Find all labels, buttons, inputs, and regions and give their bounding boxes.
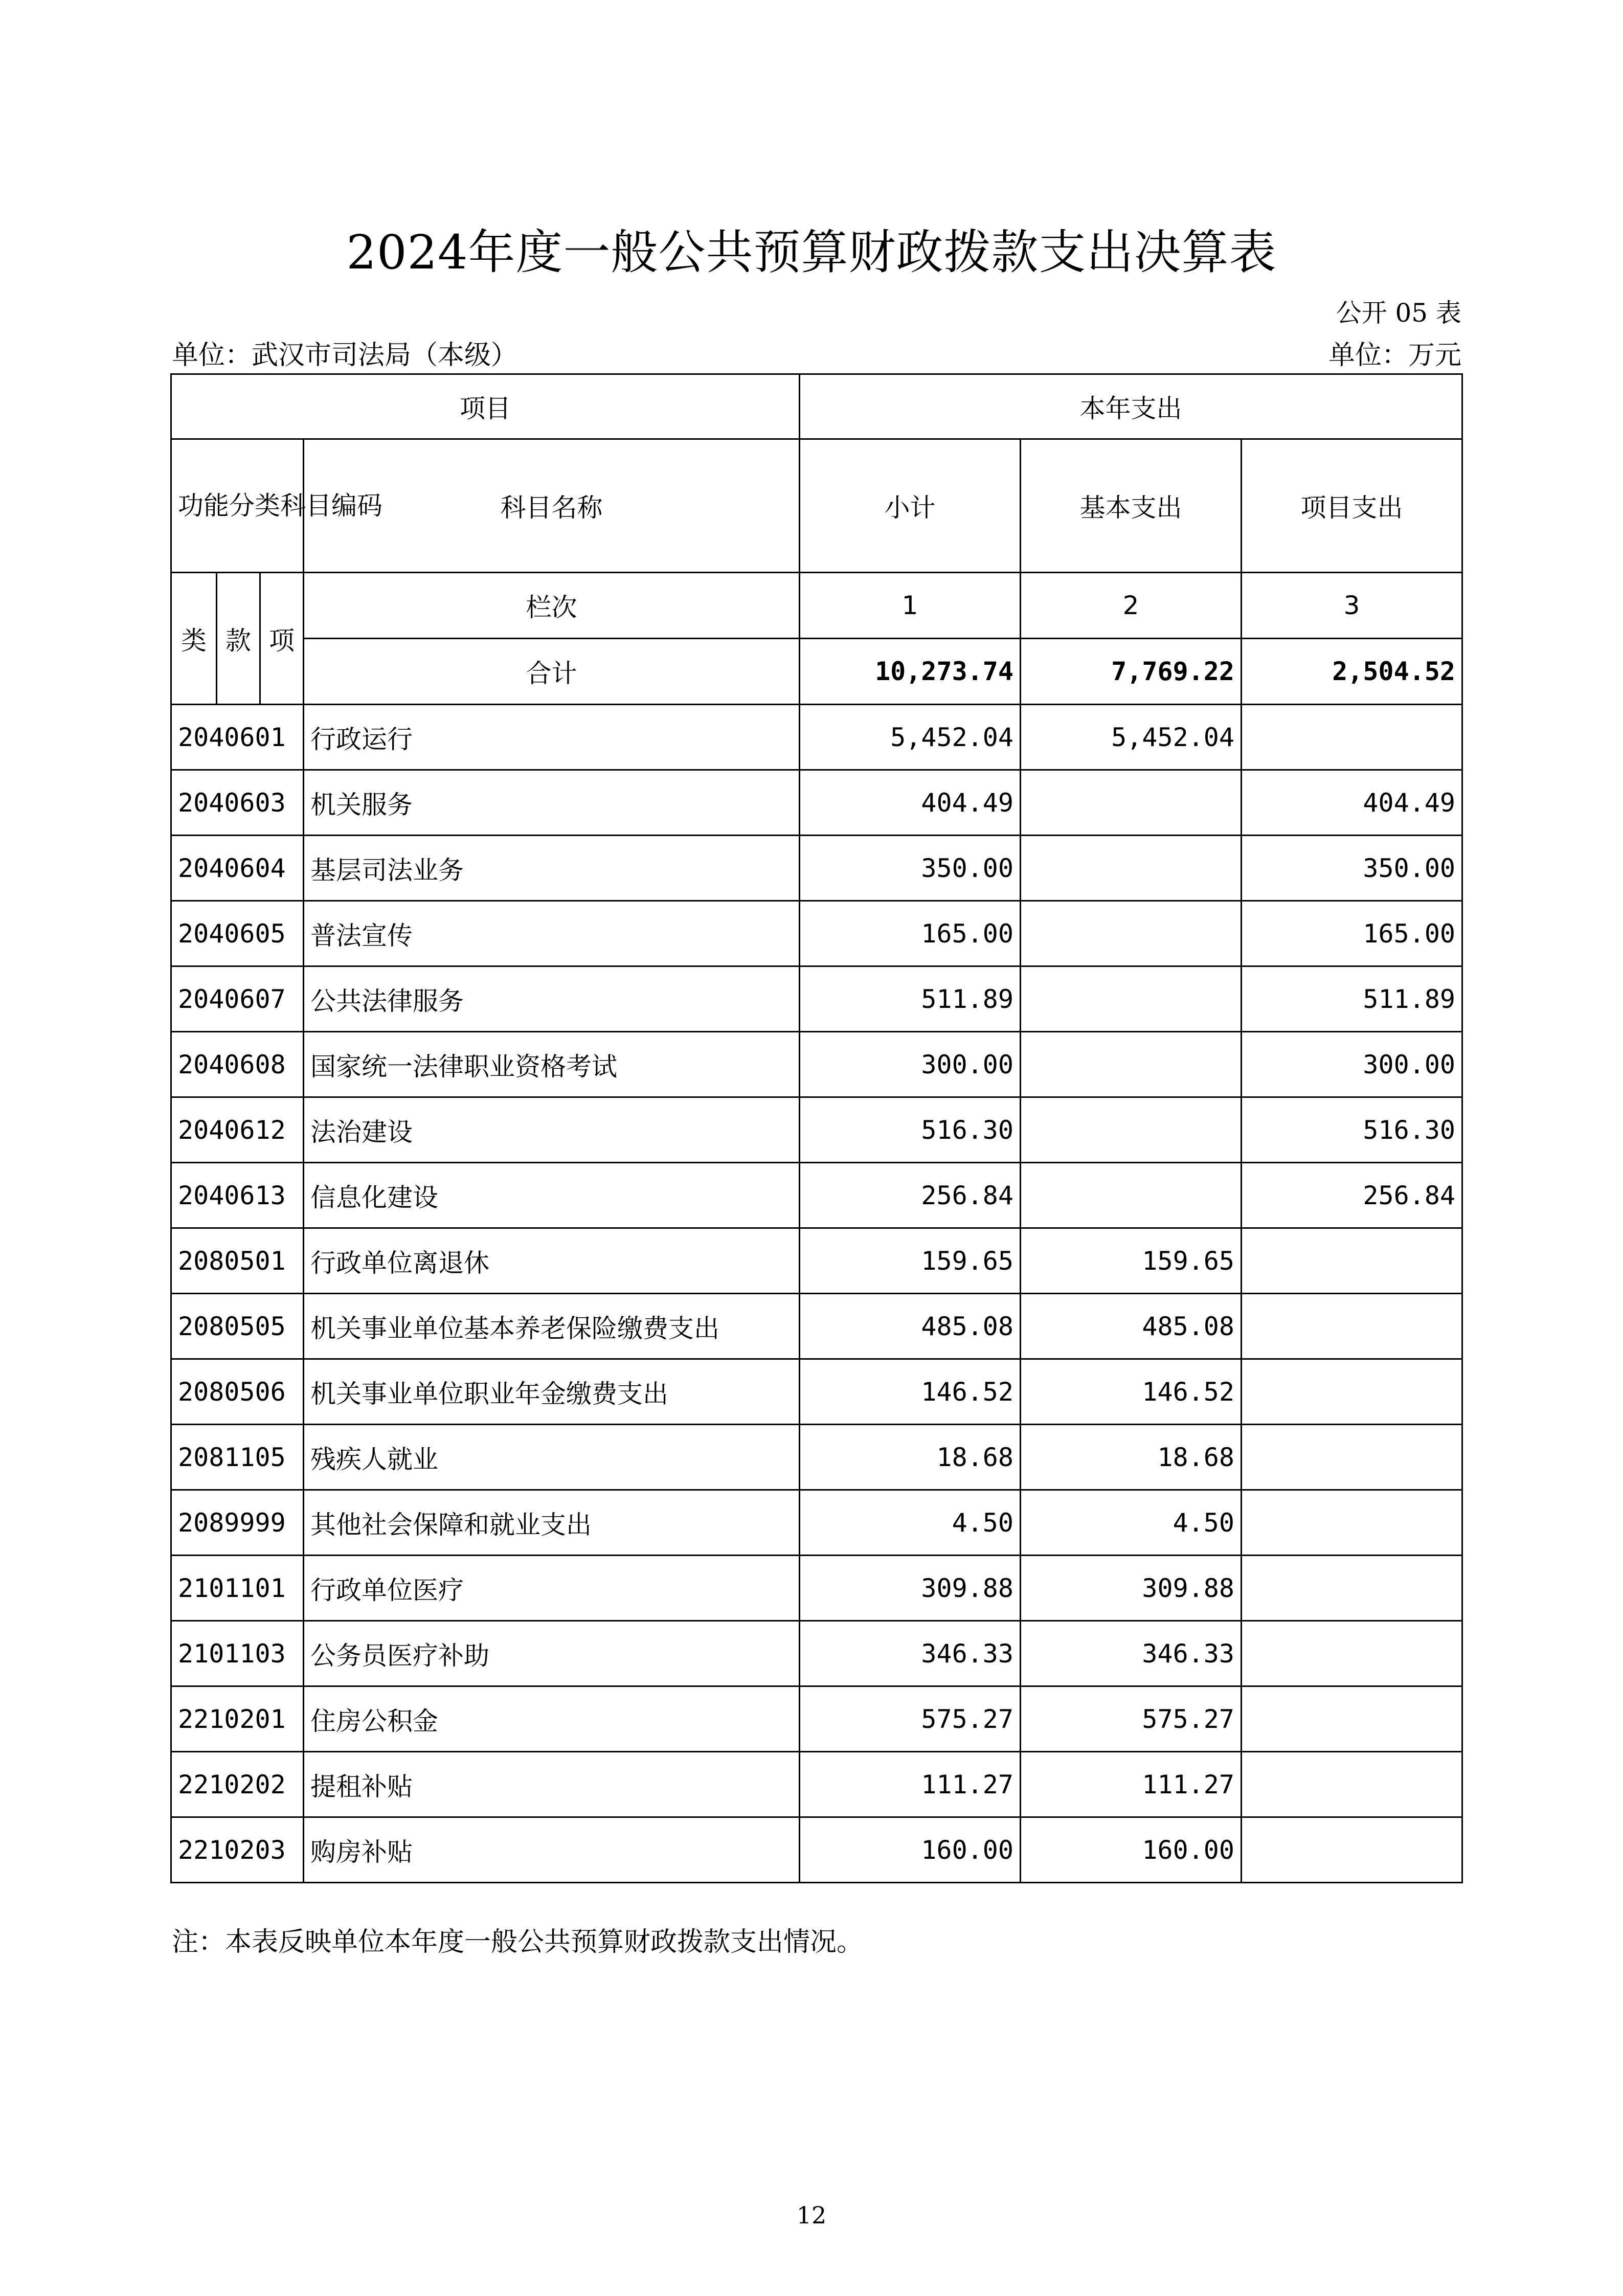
unit-name: 单位：武汉市司法局（本级） [172,340,518,371]
row-subtotal: 516.30 [800,1097,1021,1163]
row-subtotal: 160.00 [800,1817,1021,1883]
table-row [171,1817,1462,1883]
table-row [171,770,1462,836]
row-subject-name: 其他社会保障和就业支出 [304,1490,800,1556]
row-subtotal: 256.84 [800,1163,1021,1228]
column-order-3: 3 [1242,573,1462,639]
header-subtotal: 小计 [800,439,1021,573]
row-basic: 160.00 [1021,1817,1242,1883]
row-project [1242,1359,1462,1425]
row-subject-name: 公务员医疗补助 [304,1621,800,1686]
row-subtotal: 350.00 [800,836,1021,901]
row-subject-name: 机关事业单位基本养老保险缴费支出 [304,1294,800,1359]
row-project: 516.30 [1242,1097,1462,1163]
row-code: 2210203 [171,1817,304,1883]
row-subtotal: 404.49 [800,770,1021,836]
row-subject-name: 国家统一法律职业资格考试 [304,1032,800,1097]
row-code: 2080501 [171,1228,304,1294]
row-basic: 159.65 [1021,1228,1242,1294]
row-code: 2210201 [171,1686,304,1752]
row-subtotal: 300.00 [800,1032,1021,1097]
row-project [1242,1228,1462,1294]
page-title: 2024年度一般公共预算财政拨款支出决算表 [346,225,1277,280]
header-item: 项目 [171,374,800,439]
column-order-2: 2 [1021,573,1242,639]
table-row [171,901,1462,966]
row-subtotal: 4.50 [800,1490,1021,1556]
row-code: 2040613 [171,1163,304,1228]
row-basic: 485.08 [1021,1294,1242,1359]
row-basic: 111.27 [1021,1752,1242,1817]
table-row [171,705,1462,770]
column-order-1: 1 [800,573,1021,639]
row-subject-name: 提租补贴 [304,1752,800,1817]
row-code: 2040604 [171,836,304,901]
row-project [1242,705,1462,770]
row-project [1242,1490,1462,1556]
row-code: 2081105 [171,1425,304,1490]
row-project: 256.84 [1242,1163,1462,1228]
table-row [171,836,1462,901]
row-subtotal: 511.89 [800,966,1021,1032]
table-row [171,1425,1462,1490]
row-subject-name: 行政单位离退休 [304,1228,800,1294]
row-subject-name: 行政单位医疗 [304,1556,800,1621]
row-basic [1021,901,1242,966]
table-note: 注：本表反映单位本年度一般公共预算财政拨款支出情况。 [172,1927,864,1957]
row-code: 2040605 [171,901,304,966]
table-row [171,1556,1462,1621]
row-basic: 4.50 [1021,1490,1242,1556]
header-xiang: 项 [260,573,304,705]
row-subtotal: 346.33 [800,1621,1021,1686]
row-subtotal: 18.68 [800,1425,1021,1490]
row-subject-name: 法治建设 [304,1097,800,1163]
header-function-code: 功能分类科目编码 [171,439,304,573]
row-code: 2040612 [171,1097,304,1163]
row-code: 2101103 [171,1621,304,1686]
row-code: 2080506 [171,1359,304,1425]
table-row [171,1097,1462,1163]
table-row [171,1032,1462,1097]
row-subject-name: 购房补贴 [304,1817,800,1883]
row-project: 404.49 [1242,770,1462,836]
row-project [1242,1817,1462,1883]
row-basic [1021,1097,1242,1163]
table-row [171,1752,1462,1817]
row-code: 2080505 [171,1294,304,1359]
total-subtotal: 10,273.74 [800,639,1021,705]
header-project: 项目支出 [1242,439,1462,573]
row-basic: 18.68 [1021,1425,1242,1490]
expenditure-table [170,373,1463,1883]
row-subtotal: 165.00 [800,901,1021,966]
row-code: 2040601 [171,705,304,770]
row-basic: 146.52 [1021,1359,1242,1425]
row-project [1242,1686,1462,1752]
row-subject-name: 残疾人就业 [304,1425,800,1490]
row-code: 2101101 [171,1556,304,1621]
row-subject-name: 基层司法业务 [304,836,800,901]
header-lei: 类 [171,573,217,705]
row-subtotal: 111.27 [800,1752,1021,1817]
row-project [1242,1752,1462,1817]
row-subject-name: 公共法律服务 [304,966,800,1032]
row-subtotal: 575.27 [800,1686,1021,1752]
row-project [1242,1556,1462,1621]
page-number: 12 [796,2201,827,2229]
total-label: 合计 [304,639,800,705]
row-code: 2210202 [171,1752,304,1817]
row-project: 165.00 [1242,901,1462,966]
total-basic: 7,769.22 [1021,639,1242,705]
row-subtotal: 146.52 [800,1359,1021,1425]
row-subtotal: 485.08 [800,1294,1021,1359]
column-order-label: 栏次 [304,573,800,639]
table-row [171,1359,1462,1425]
row-project: 511.89 [1242,966,1462,1032]
row-project: 300.00 [1242,1032,1462,1097]
row-subject-name: 行政运行 [304,705,800,770]
total-project: 2,504.52 [1242,639,1462,705]
row-subtotal: 5,452.04 [800,705,1021,770]
row-basic [1021,1163,1242,1228]
row-subtotal: 159.65 [800,1228,1021,1294]
table-row [171,1163,1462,1228]
header-basic: 基本支出 [1021,439,1242,573]
row-code: 2040608 [171,1032,304,1097]
row-project [1242,1294,1462,1359]
table-row [171,1621,1462,1686]
row-basic: 309.88 [1021,1556,1242,1621]
row-basic [1021,966,1242,1032]
row-project: 350.00 [1242,836,1462,901]
row-project [1242,1621,1462,1686]
row-code: 2040607 [171,966,304,1032]
total-row [171,639,1462,705]
row-code: 2040603 [171,770,304,836]
row-basic: 5,452.04 [1021,705,1242,770]
table-row [171,1686,1462,1752]
header-row-second [171,439,1462,573]
row-basic [1021,1032,1242,1097]
row-subject-name: 住房公积金 [304,1686,800,1752]
form-number: 公开 05 表 [1336,298,1461,328]
row-project [1242,1425,1462,1490]
header-row-top [171,374,1462,439]
table-row [171,966,1462,1032]
column-order-row [171,573,1462,639]
row-subject-name: 普法宣传 [304,901,800,966]
currency-unit: 单位：万元 [1328,340,1461,371]
row-subject-name: 机关事业单位职业年金缴费支出 [304,1359,800,1425]
row-basic [1021,836,1242,901]
table-row [171,1490,1462,1556]
row-subject-name: 信息化建设 [304,1163,800,1228]
row-basic: 575.27 [1021,1686,1242,1752]
header-kuan: 款 [217,573,260,705]
table-row [171,1294,1462,1359]
row-subject-name: 机关服务 [304,770,800,836]
header-current-year-expense: 本年支出 [800,374,1462,439]
row-subtotal: 309.88 [800,1556,1021,1621]
header-subject-name: 科目名称 [304,439,800,573]
table-row [171,1228,1462,1294]
row-basic: 346.33 [1021,1621,1242,1686]
row-basic [1021,770,1242,836]
row-code: 2089999 [171,1490,304,1556]
